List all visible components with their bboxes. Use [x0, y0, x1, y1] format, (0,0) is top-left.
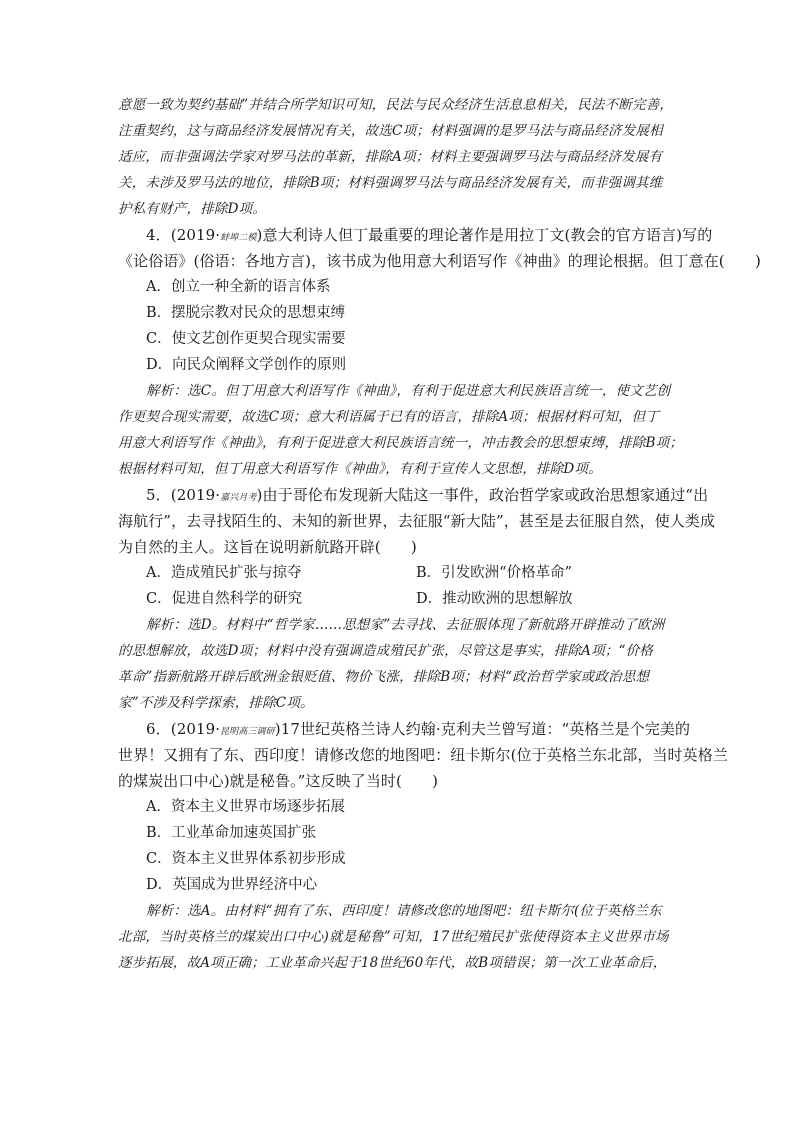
explanation-line: 解析：选A。由材料“拥有了东、西印度！请修改您的地图吧：纽卡斯尔(位于英格兰东 [146, 903, 662, 919]
explanation-line: 解析：选D。材料中“哲学家……思想家”去寻找、去征服体现了新航路开辟推动了欧洲 [146, 617, 665, 633]
option-c: C．资本主义世界体系初步形成 [146, 851, 346, 867]
question-stem: )意大利诗人但丁最重要的理论著作是用拉丁文(教会的官方语言)写的 [256, 226, 713, 244]
explanation-line: 作更契合现实需要，故选C项；意大利语属于已有的语言，排除A项；根据材料可知，但丁 [118, 409, 660, 425]
explanation-line: 逐步拓展，故A项正确；工业革命兴起于18世纪60年代，故B项错误；第一次工业革命后， [118, 955, 667, 971]
explanation-line: 关，未涉及罗马法的地位，排除B项；材料强调罗马法与商品经济发展有关，而非强调其维 [118, 175, 663, 191]
option-b: B．工业革命加速英国扩张 [146, 825, 317, 841]
question-number: 6．(2019· [146, 720, 221, 738]
question-4-stem [118, 222, 713, 248]
explanation-line: 解析：选C。但丁用意大利语写作《神曲》，有利于促进意大利民族语言统一，使文艺创 [146, 383, 671, 399]
option-b: B．引发欧洲“价格革命” [416, 565, 572, 581]
option-a: A．资本主义世界市场逐步拓展 [146, 799, 345, 815]
question-number: 5．(2019· [146, 486, 221, 504]
option-c: C．促进自然科学的研究 [146, 591, 303, 607]
option-row [118, 586, 680, 612]
explanation-line: 北部，当时英格兰的煤炭出口中心)就是秘鲁”可知，17世纪殖民扩张使得资本主义世界市场 [118, 929, 669, 945]
question-source: 昆明高三调研 [220, 727, 275, 737]
option-d: D．向民众阐释文学创作的原则 [146, 357, 347, 373]
explanation-line: 护私有财产，排除D项。 [118, 201, 267, 217]
option-b: B．摆脱宗教对民众的思想束缚 [146, 305, 346, 321]
explanation-line: 革命”指新航路开辟后欧洲金银贬值、物价飞涨，排除B项；材料“政治哲学家或政治思想 [118, 669, 650, 685]
question-5-stem [118, 482, 709, 508]
option-a: A．创立一种全新的语言体系 [146, 279, 331, 295]
question-number: 4．(2019· [146, 226, 221, 244]
question-stem: )17世纪英格兰诗人约翰·克利夫兰曾写道：“英格兰是个完美的 [274, 720, 691, 738]
question-stem: )由于哥伦布发现新大陆这一事件，政治哲学家或政治思想家通过“出 [256, 486, 709, 504]
question-stem-line: 为自然的主人。这旨在说明新航路开辟( ) [118, 538, 417, 556]
question-stem-line: 的煤炭出口中心)就是秘鲁。”这反映了当时( ) [118, 772, 439, 790]
question-stem-line: 《论俗语》(俗语：各地方言)，该书成为他用意大利语写作《神曲》的理论根据。但丁意在( ) [118, 252, 761, 270]
explanation-line: 用意大利语写作《神曲》，有利于促进意大利民族语言统一，冲击教会的思想束缚，排除B项； [118, 435, 684, 451]
explanation-line: 适应，而非强调法学家对罗马法的革新，排除A项；材料主要强调罗马法与商品经济发展有 [118, 149, 663, 165]
document-page [118, 92, 761, 976]
explanation-line: 意愿一致为契约基础”并结合所学知识可知，民法与民众经济生活息息相关，民法不断完善， [118, 97, 674, 113]
explanation-line: 的思想解放，故选D项；材料中没有强调造成殖民扩张，尽管这是事实，排除A项；“价格 [118, 643, 653, 659]
option-row [118, 560, 680, 586]
option-d: D．推动欧洲的思想解放 [416, 591, 573, 607]
question-6-stem [118, 716, 691, 742]
option-a: A．造成殖民扩张与掠夺 [146, 565, 302, 581]
question-source: 嘉兴月考 [220, 493, 257, 503]
option-c: C．使文艺创作更契合现实需要 [146, 331, 346, 347]
question-source: 蚌埠二模 [220, 233, 257, 243]
explanation-line: 家”不涉及科学探索，排除C项。 [118, 695, 314, 711]
explanation-line: 根据材料可知，但丁用意大利语写作《神曲》，有利于宣传人文思想，排除D项。 [118, 461, 602, 477]
question-stem-line: 海航行”，去寻找陌生的、未知的新世界，去征服“新大陆”，甚至是去征服自然，使人类成 [118, 512, 716, 530]
explanation-line: 注重契约，这与商品经济发展情况有关，故选C项；材料强调的是罗马法与商品经济发展相 [118, 123, 663, 139]
option-d: D．英国成为世界经济中心 [146, 877, 318, 893]
question-stem-line: 世界！又拥有了东、西印度！请修改您的地图吧：纽卡斯尔(位于英格兰东北部，当时英格兰 [118, 746, 728, 764]
